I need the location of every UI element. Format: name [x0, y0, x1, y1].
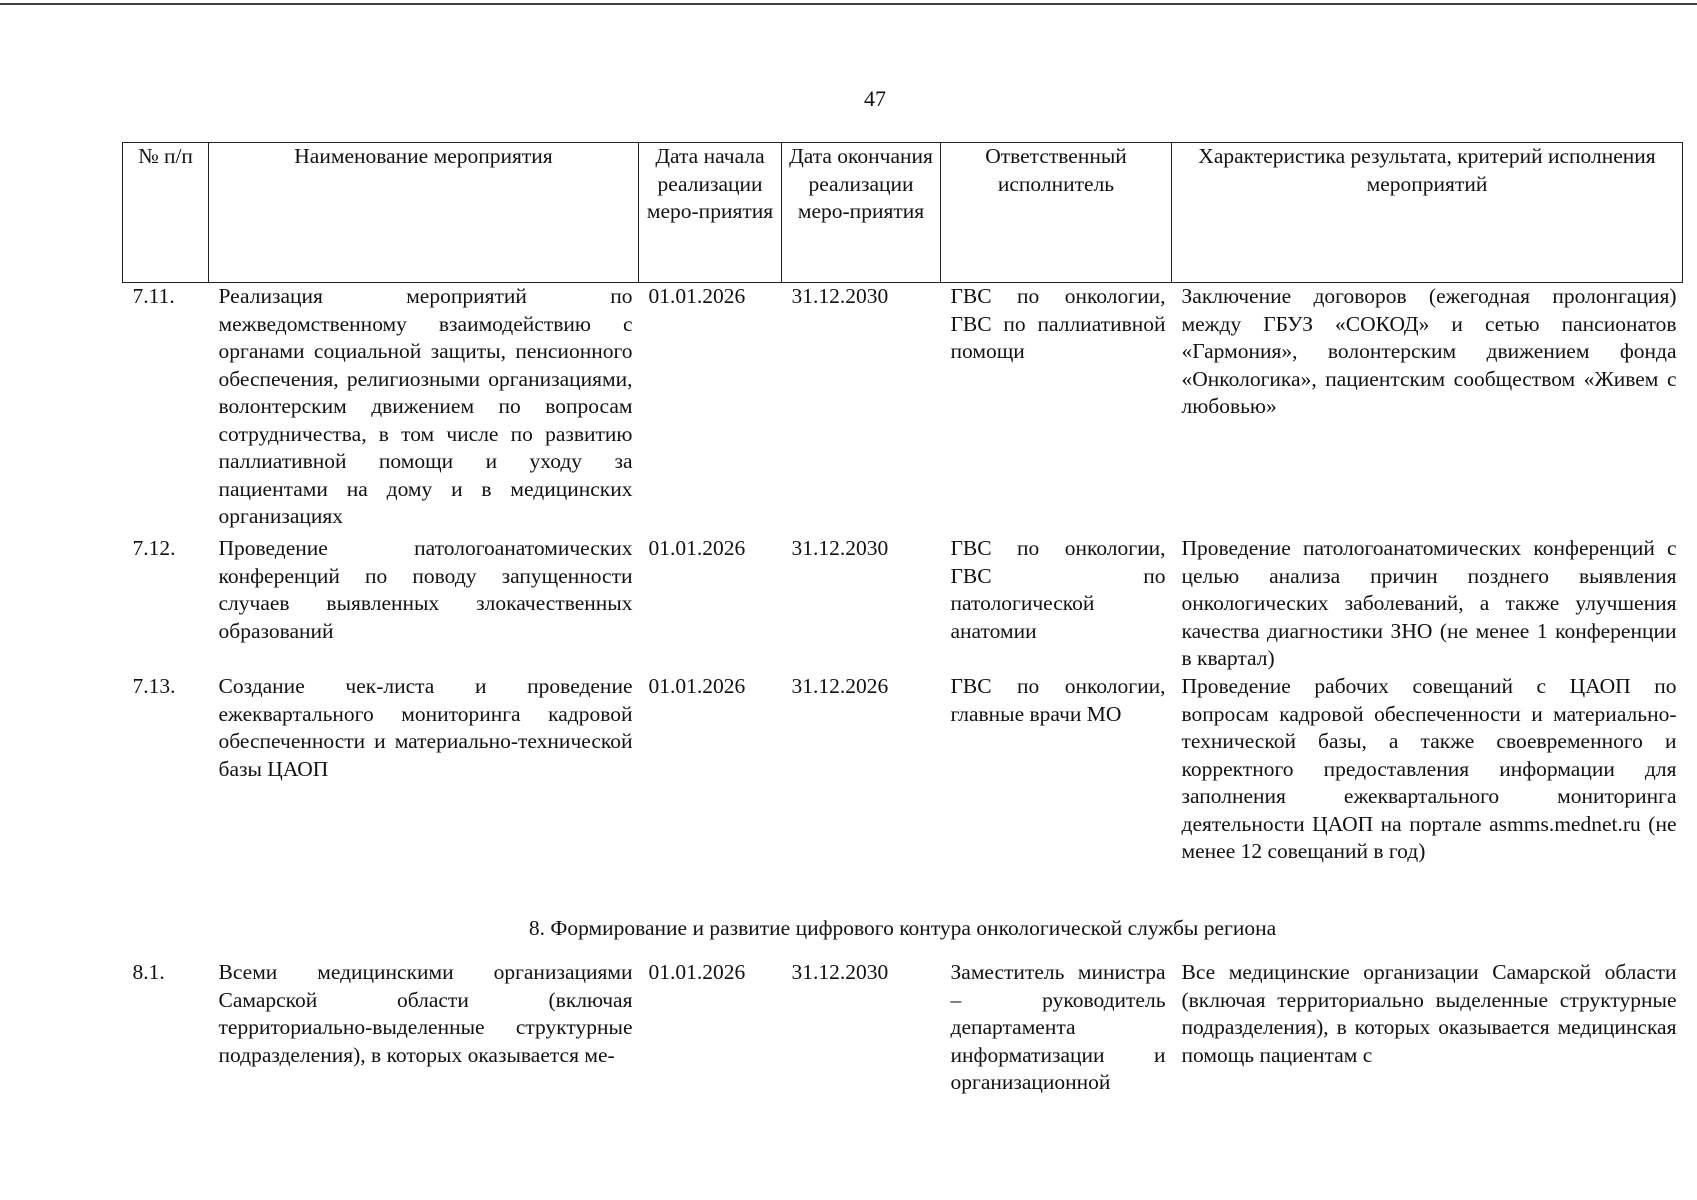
- row-executor: ГВС по онкологии, ГВС по патологической анатомии: [950, 536, 1166, 643]
- row-end-date: 31.12.2030: [791, 536, 889, 560]
- table-row: [123, 535, 1683, 673]
- table-header-row: [123, 143, 1683, 283]
- header-end-date: Дата окончания реализации меро-приятия: [782, 143, 941, 283]
- row-name: Всеми медицинскими организациями Самарской области (включая территориально-выделенные структурные подразделения), в которых оказывается ме-: [218, 960, 633, 1067]
- row-end-date: 31.12.2030: [791, 284, 889, 308]
- row-executor: Заместитель министра – руководитель департамента информатизации и организационной: [950, 960, 1166, 1094]
- row-start-date: 01.01.2026: [648, 960, 746, 984]
- table-row: [123, 673, 1683, 899]
- page-number: 47: [864, 86, 886, 111]
- row-num: 8.1.: [132, 960, 165, 984]
- row-executor: ГВС по онкологии, главные врачи МО: [950, 674, 1166, 726]
- header-num: № п/п: [123, 143, 209, 283]
- row-end-date: 31.12.2030: [791, 960, 889, 984]
- header-name: Наименование мероприятия: [209, 143, 639, 283]
- activity-table: [122, 142, 1683, 1097]
- table-row: [123, 959, 1683, 1097]
- row-result: Все медицинские организации Самарской области (включая территориально выделенные структурные подразделения), в которых оказывается медицинская помощь пациентам с: [1181, 960, 1677, 1067]
- row-num: 7.13.: [132, 674, 176, 698]
- header-result: Характеристика результата, критерий исполнения мероприятий: [1172, 143, 1683, 283]
- row-start-date: 01.01.2026: [648, 674, 746, 698]
- row-start-date: 01.01.2026: [648, 536, 746, 560]
- row-result: Проведение патологоанатомических конференций с целью анализа причин позднего выявления онкологических заболеваний, а также улучшения качества диагностики ЗНО (не менее 1 конференции в квартал): [1181, 536, 1677, 670]
- row-num: 7.11.: [132, 284, 175, 308]
- header-start-date: Дата начала реализации меро-приятия: [639, 143, 782, 283]
- row-end-date: 31.12.2026: [791, 674, 889, 698]
- row-name: Реализация мероприятий по межведомственному взаимодействию с органами социальной защиты, пенсионного обеспечения, религиозными организациями, волонтерским движением по вопросам сотрудничества, в том числе по развитию паллиативной помощи и уходу за пациентами на дому и в медицинских организациях: [218, 284, 633, 528]
- row-executor: ГВС по онкологии, ГВС по паллиативной помощи: [950, 284, 1166, 363]
- row-result: Заключение договоров (ежегодная пролонгация) между ГБУЗ «СОКОД» и сетью пансионатов «Гармония», волонтерским движением фонда «Онкологика», пациентским сообществом «Живем с любовью»: [1181, 284, 1677, 418]
- row-result: Проведение рабочих совещаний с ЦАОП по вопросам кадровой обеспеченности и материально-технической базы, а также своевременного и корректного предоставления информации для заполнения ежеквартального мониторинга деятельности ЦАОП на портале asmms.mednet.ru (не менее 12 совещаний в год): [1181, 674, 1677, 863]
- top-border-line: [0, 3, 1697, 5]
- row-num: 7.12.: [132, 536, 176, 560]
- header-executor: Ответственный исполнитель: [941, 143, 1172, 283]
- row-start-date: 01.01.2026: [648, 284, 746, 308]
- row-name: Создание чек-листа и проведение ежеквартального мониторинга кадровой обеспеченности и материально-технической базы ЦАОП: [218, 674, 633, 781]
- table-row: [123, 283, 1683, 536]
- row-name: Проведение патологоанатомических конференций по поводу запущенности случаев выявленных злокачественных образований: [218, 536, 633, 643]
- section-title: 8. Формирование и развитие цифрового контура онкологической службы региона: [528, 916, 1277, 941]
- section-heading-row: [123, 899, 1683, 959]
